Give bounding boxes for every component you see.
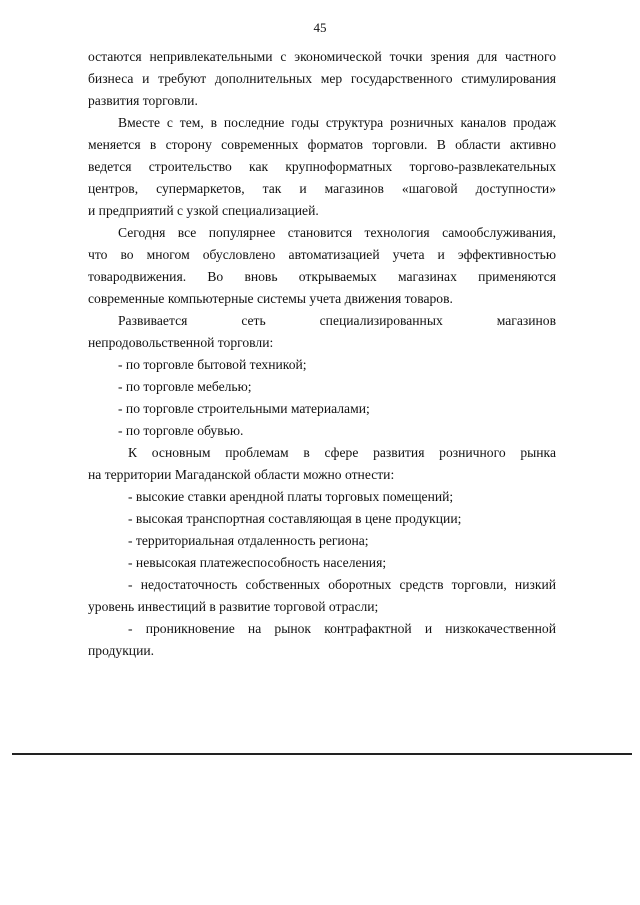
page-number: 45 [313, 20, 327, 35]
text-line: товародвижения. Во вновь открываемых магазинах применяются [88, 269, 556, 284]
text-line: ведется строительство как крупноформатных торгово-развлекательных [88, 159, 556, 174]
text-line: - высокая транспортная составляющая в цене продукции; [128, 511, 462, 526]
text-line: - высокие ставки арендной платы торговых помещений; [128, 489, 454, 504]
text-line: - по торговле обувью. [118, 423, 244, 438]
text-line: на территории Магаданской области можно отнести: [88, 467, 395, 482]
text-line: бизнеса и требуют дополнительных мер государственного стимулирования [88, 71, 556, 86]
text-line: - по торговле мебелью; [118, 379, 252, 394]
text-line: - недостаточность собственных оборотных средств торговли, низкий [128, 577, 556, 592]
text-line: Развивается сеть специализированных магазинов [118, 313, 556, 328]
text-line: - территориальная отдаленность региона; [128, 533, 369, 548]
text-line: - проникновение на рынок контрафактной и низкокачественной [128, 621, 556, 636]
text-line: центров, супермаркетов, так и магазинов «шаговой доступности» [88, 181, 556, 196]
text-line: уровень инвестиций в развитие торговой отрасли; [88, 599, 379, 614]
text-line: - по торговле бытовой техникой; [118, 357, 307, 372]
text-line: продукции. [88, 643, 155, 658]
text-line: меняется в сторону современных форматов торговли. В области активно [88, 137, 556, 152]
text-line: остаются непривлекательными с экономической точки зрения для частного [88, 49, 556, 64]
text-line: развития торговли. [88, 93, 198, 108]
text-line: Сегодня все популярнее становится технология самообслуживания, [118, 225, 556, 240]
text-line: К основным проблемам в сфере развития розничного рынка [128, 445, 556, 460]
text-line: непродовольственной торговли: [88, 335, 274, 350]
body-text [88, 46, 556, 662]
text-line: - по торговле строительными материалами; [118, 401, 370, 416]
text-line: что во многом обусловлено автоматизацией учета и эффективностью [88, 247, 556, 262]
footer-rule [12, 753, 632, 755]
text-line: и предприятий с узкой специализацией. [88, 203, 319, 218]
text-line: - невысокая платежеспособность населения; [128, 555, 387, 570]
text-line: Вместе с тем, в последние годы структура розничных каналов продаж [118, 115, 556, 130]
text-line: современные компьютерные системы учета движения товаров. [88, 291, 453, 306]
